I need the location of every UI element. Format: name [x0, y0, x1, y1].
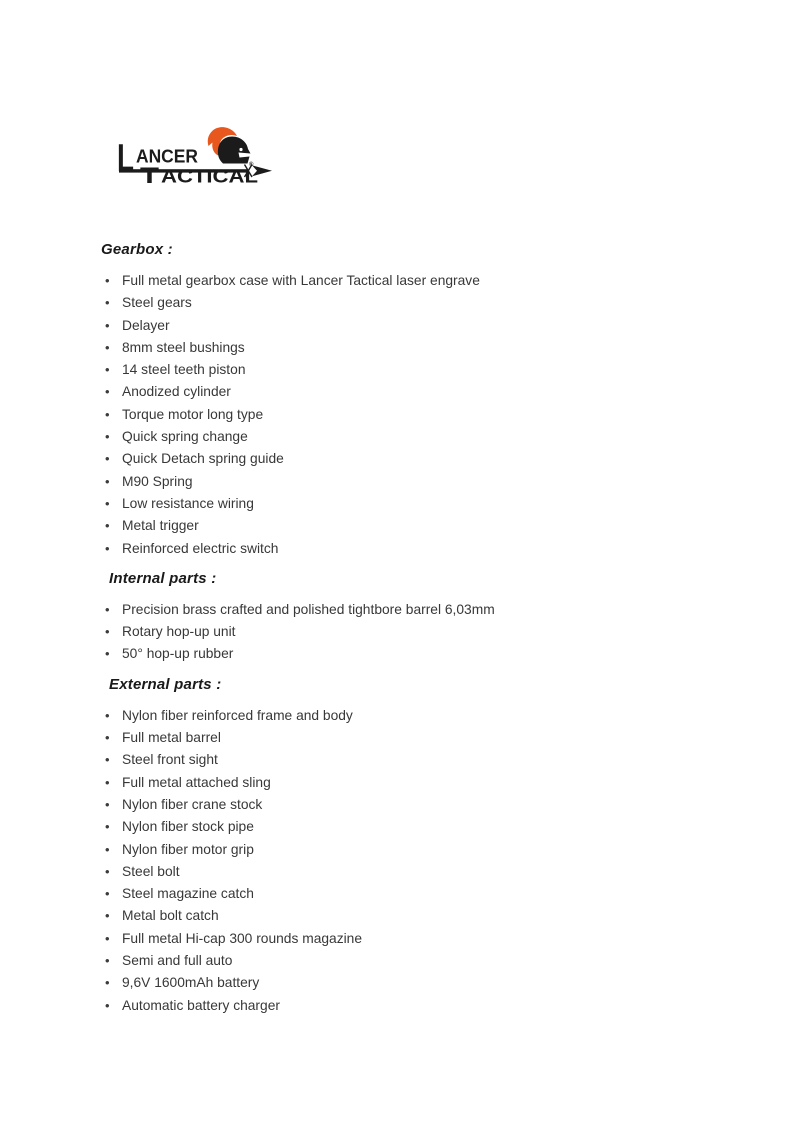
spec-item: • Metal bolt catch [100, 905, 680, 927]
spec-item: • Low resistance wiring [100, 493, 680, 515]
spec-item: • Steel bolt [100, 861, 680, 883]
spec-item: • Metal trigger [100, 515, 680, 537]
spec-item: • Full metal barrel [100, 727, 680, 749]
internal-parts-spec-list [100, 599, 680, 666]
section-heading-gearbox: Gearbox : [101, 241, 173, 258]
lancer-tactical-logo [110, 126, 275, 190]
section-heading-external-parts: External parts : [109, 675, 222, 693]
spec-item: • Nylon fiber reinforced frame and body [100, 705, 680, 727]
section-heading-internal-parts: Internal parts : [109, 569, 217, 587]
lancer-tactical-logo-graphic [110, 126, 275, 190]
gearbox-spec-list [100, 270, 680, 560]
spec-item: • Rotary hop-up unit [100, 621, 680, 643]
spec-item: • Full metal Hi-cap 300 rounds magazine [100, 928, 680, 950]
knight-helmet-icon [218, 137, 251, 164]
spec-item: • Full metal attached sling [100, 772, 680, 794]
spec-item: • Reinforced electric switch [100, 538, 680, 560]
spec-item: • Steel gears [100, 292, 680, 314]
spec-item: • 50° hop-up rubber [100, 643, 680, 665]
logo-word-lancer-rest: ANCER [136, 146, 198, 167]
spec-item: • Precision brass crafted and polished tightbore barrel 6,03mm [100, 599, 680, 621]
spec-item: • Automatic battery charger [100, 995, 680, 1017]
spec-item: • 14 steel teeth piston [100, 359, 680, 381]
spec-item: • M90 Spring [100, 471, 680, 493]
spec-item: • 8mm steel bushings [100, 337, 680, 359]
logo-word-tactical-initial: T [140, 163, 160, 188]
spec-item: • Nylon fiber motor grip [100, 839, 680, 861]
helmet-eye-slit [239, 148, 242, 151]
spec-item: • 9,6V 1600mAh battery [100, 972, 680, 994]
spec-item: • Nylon fiber stock pipe [100, 816, 680, 838]
spec-item: • Full metal gearbox case with Lancer Tactical laser engrave [100, 270, 680, 292]
logo-word-tactical-rest: ACTICAL [161, 166, 258, 187]
spec-item: • Steel front sight [100, 749, 680, 771]
spec-item: • Semi and full auto [100, 950, 680, 972]
logo-word-lancer-initial: L [117, 137, 134, 180]
spec-item: • Quick Detach spring guide [100, 448, 680, 470]
spec-content [100, 240, 680, 1017]
spec-item: • Steel magazine catch [100, 883, 680, 905]
registered-mark: ® [249, 162, 254, 168]
spec-item: • Anodized cylinder [100, 381, 680, 403]
external-parts-spec-list [100, 705, 680, 1017]
spec-item: • Nylon fiber crane stock [100, 794, 680, 816]
spec-item: • Torque motor long type [100, 404, 680, 426]
spec-item: • Quick spring change [100, 426, 680, 448]
spec-item: • Delayer [100, 315, 680, 337]
